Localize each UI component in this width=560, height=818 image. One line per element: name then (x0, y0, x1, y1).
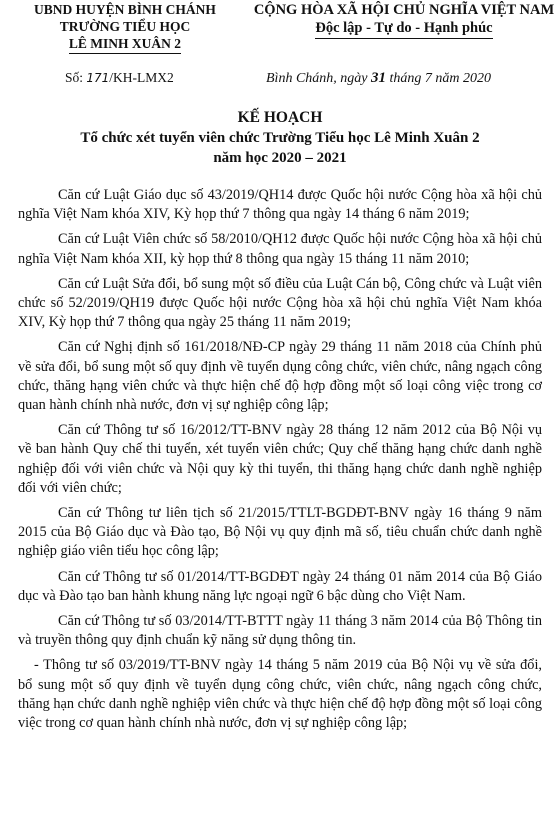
national-title: CỘNG HÒA XÃ HỘI CHỦ NGHĨA VIỆT NAM (253, 2, 555, 18)
national-motto: Độc lập - Tự do - Hạnh phúc (315, 19, 492, 39)
national-title-block (236, 1, 560, 39)
document-body (18, 186, 542, 733)
title-line-2: Tổ chức xét tuyển viên chức Trường Tiểu học Lê Minh Xuân 2 (80, 130, 480, 146)
legal-basis-paragraph: - Thông tư số 03/2019/TT-BNV ngày 14 tháng 5 năm 2019 của Bộ Nội vụ về sửa đổi, bổ sung một số quy định về tuyển dụng công chức, viên chức, nâng ngạch công chức, thăng hạn chức danh nghề nghiệp viên chức và thực hiện chế độ hợp đồng một số loại công việc trong cơ quan hành chính nhà nước, đơn vị sự nghiệp công lập; (18, 657, 542, 732)
doc-number-prefix: Số: (65, 70, 84, 85)
place-date-suffix: tháng 7 năm 2020 (389, 71, 491, 86)
place-date (266, 70, 491, 87)
legal-basis-paragraph: Căn cứ Luật Giáo dục số 43/2019/QH14 được Quốc hội nước Cộng hòa xã hội chủ nghĩa Việt Nam khóa XIV, Kỳ họp thứ 7 thông qua ngày 14 tháng 6 năm 2019; (18, 187, 542, 223)
document-title (18, 108, 542, 168)
legal-basis-paragraph: Căn cứ Luật Sửa đổi, bổ sung một số điều của Luật Cán bộ, Công chức và Luật viên chức số 52/2019/QH19 được Quốc hội nước Cộng hòa xã hội chủ nghĩa Việt Nam khóa XIV, Kỳ họp thứ 7 thông qua ngày 25 tháng 11 năm 2019; (18, 275, 542, 331)
issuer-block (30, 1, 220, 54)
legal-basis-paragraph: Căn cứ Thông tư số 16/2012/TT-BNV ngày 28 tháng 12 năm 2012 của Bộ Nội vụ về ban hành Quy chế thi tuyển, xét tuyển viên chức; Quy chế thăng hạng chức danh nghề nghiệp đối với viên chức và Nội quy kỳ thi tuyển, thi thăng hạng chức danh nghề nghiệp đối với viên chức; (18, 422, 542, 496)
issuer-district: UBND HUYỆN BÌNH CHÁNH (34, 2, 216, 17)
legal-basis-paragraph: Căn cứ Luật Viên chức số 58/2010/QH12 được Quốc hội nước Cộng hòa xã hội chủ nghĩa Việt Nam khóa XII, kỳ họp thứ 8 thông qua ngày 15 tháng 11 năm 2010; (18, 231, 542, 267)
legal-basis-paragraph: Căn cứ Thông tư liên tịch số 21/2015/TTLT-BGDĐT-BNV ngày 16 tháng 9 năm 2015 của Bộ Giáo dục và Đào tạo, Bộ Nội vụ quy định mã số, tiêu chuẩn chức danh nghề nghiệp giáo viên tiểu học công lập; (18, 505, 542, 560)
place-date-prefix: Bình Chánh, ngày (266, 71, 368, 86)
legal-basis-paragraph: Căn cứ Thông tư số 03/2014/TT-BTTT ngày 11 tháng 3 năm 2014 của Bộ Thông tin và truyền thông quy định chuẩn kỹ năng sử dụng thông tin. (18, 613, 542, 649)
issuer-school-type: TRƯỜNG TIỂU HỌC (59, 19, 191, 34)
legal-basis-paragraph: Căn cứ Thông tư số 01/2014/TT-BGDĐT ngày 24 tháng 01 năm 2014 của Bộ Giáo dục và Đào tạo ban hành khung năng lực ngoại ngữ 6 bậc dùng cho Việt Nam. (18, 568, 542, 604)
place-date-day: 31 (371, 70, 386, 86)
issuer-school-name: LÊ MINH XUÂN 2 (69, 35, 181, 54)
legal-basis-paragraph: Căn cứ Nghị định số 161/2018/NĐ-CP ngày 29 tháng 11 năm 2018 của Chính phủ về sửa đổi, bổ sung một số quy định về tuyển dụng công chức, viên chức, nâng ngạch công chức, thăng hạng viên chức và thực hiện chế độ hợp đồng một số loại công việc trong cơ quan hành chính nhà nước, đơn vị sự nghiệp công lập; (18, 339, 542, 414)
document-number (65, 70, 174, 86)
title-line-3: năm học 2020 – 2021 (213, 150, 347, 166)
doc-number-value: 171 (86, 71, 110, 85)
doc-number-suffix: /KH-LMX2 (109, 70, 174, 85)
document-header (18, 0, 555, 98)
title-line-1: KẾ HOẠCH (237, 109, 323, 126)
